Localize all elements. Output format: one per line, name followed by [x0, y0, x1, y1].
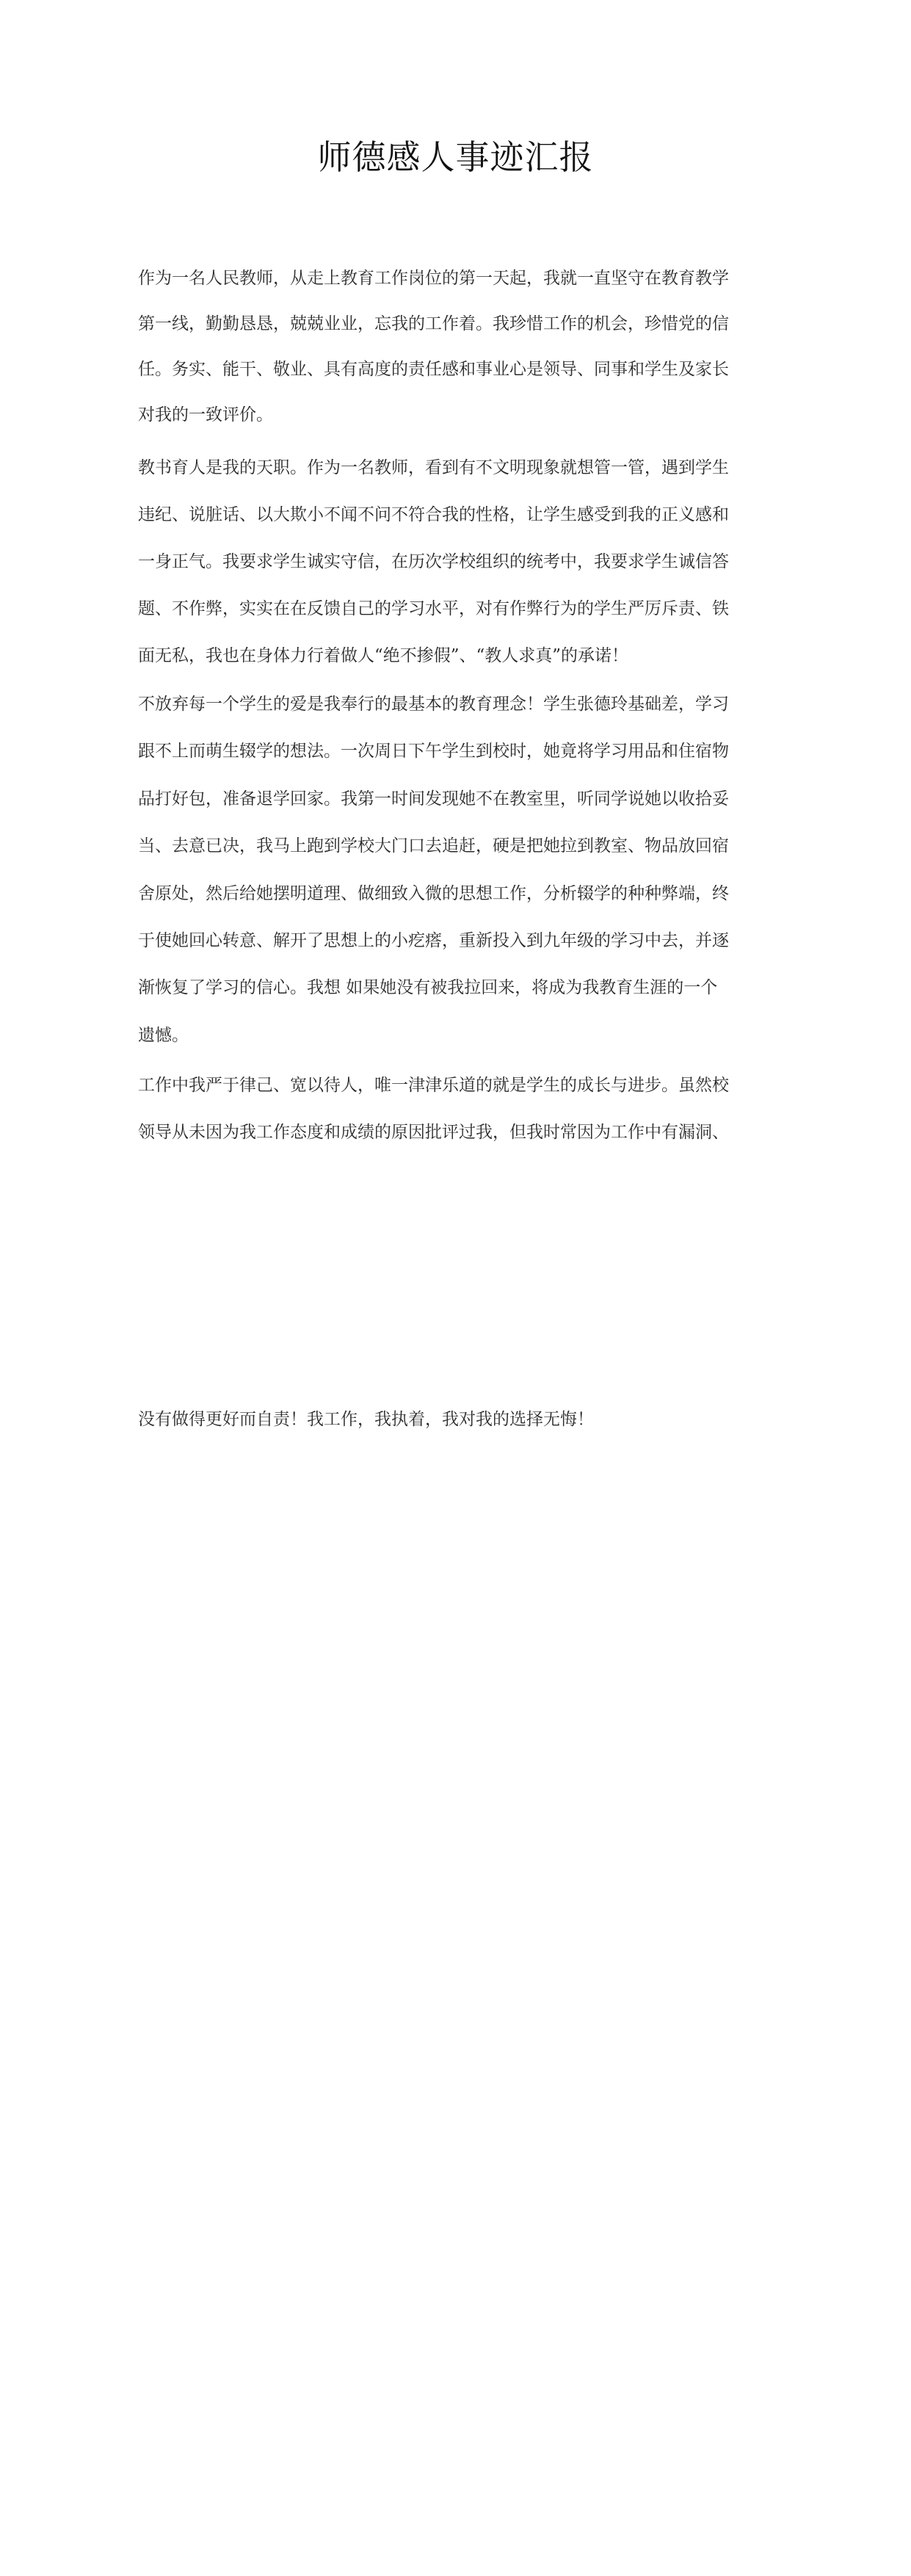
paragraph-line: 一身正气。我要求学生诚实守信，在历次学校组织的统考中，我要求学生诚信答 — [138, 552, 729, 571]
paragraph-line: 对我的一致评价。 — [138, 405, 273, 424]
paragraph-line: 不放弃每一个学生的爱是我奉行的最基本的教育理念！学生张德玲基础差，学习 — [138, 695, 729, 714]
paragraph-line: 作为一名人民教师，从走上教育工作岗位的第一天起，我就一直坚守在教育教学 — [138, 269, 729, 288]
paragraph-line: 第一线，勤勤恳恳，兢兢业业，忘我的工作着。我珍惜工作的机会，珍惜党的信 — [138, 314, 729, 333]
paragraph-line: 面无私，我也在身体力行着做人“绝不掺假”、“教人求真”的承诺！ — [138, 646, 629, 665]
paragraph-line: 违纪、说脏话、以大欺小不闻不问不符合我的性格，让学生感受到我的正义感和 — [138, 505, 729, 524]
paragraph-line: 品打好包，准备退学回家。我第一时间发现她不在教室里，听同学说她以收拾妥 — [138, 789, 729, 808]
paragraph-line: 当、去意已决，我马上跑到学校大门口去追赶，硬是把她拉到教室、物品放回宿 — [138, 836, 729, 855]
paragraph-line: 教书育人是我的天职。作为一名教师，看到有不文明现象就想管一管，遇到学生 — [138, 458, 729, 477]
paragraph-line: 渐恢复了学习的信心。我想 如果她没有被我拉回来，将成为我教育生涯的一个 — [138, 978, 718, 997]
paragraph-line: 跟不上而萌生辍学的想法。一次周日下午学生到校时，她竟将学习用品和住宿物 — [138, 742, 729, 761]
paragraph-line: 于使她回心转意、解开了思想上的小疙瘩，重新投入到九年级的学习中去，并逐 — [138, 931, 729, 950]
paragraph-line: 遗憾。 — [138, 1026, 189, 1045]
paragraph-line: 没有做得更好而自责！我工作，我执着，我对我的选择无悔！ — [138, 1410, 594, 1429]
page-title: 师德感人事迹汇报 — [317, 137, 594, 177]
paragraph-line: 舍原处，然后给她摆明道理、做细致入微的思想工作，分析辍学的种种弊端，终 — [138, 884, 729, 903]
paragraph-line: 领导从未因为我工作态度和成绩的原因批评过我，但我时常因为工作中有漏洞、 — [138, 1123, 729, 1142]
paragraph-line: 工作中我严于律己、宽以待人，唯一津津乐道的就是学生的成长与进步。虽然校 — [138, 1076, 729, 1095]
paragraph-line: 任。务实、能干、敬业、具有高度的责任感和事业心是领导、同事和学生及家长 — [138, 360, 729, 379]
paragraph-line: 题、不作弊，实实在在反馈自己的学习水平，对有作弊行为的学生严厉斥责、铁 — [138, 599, 729, 618]
